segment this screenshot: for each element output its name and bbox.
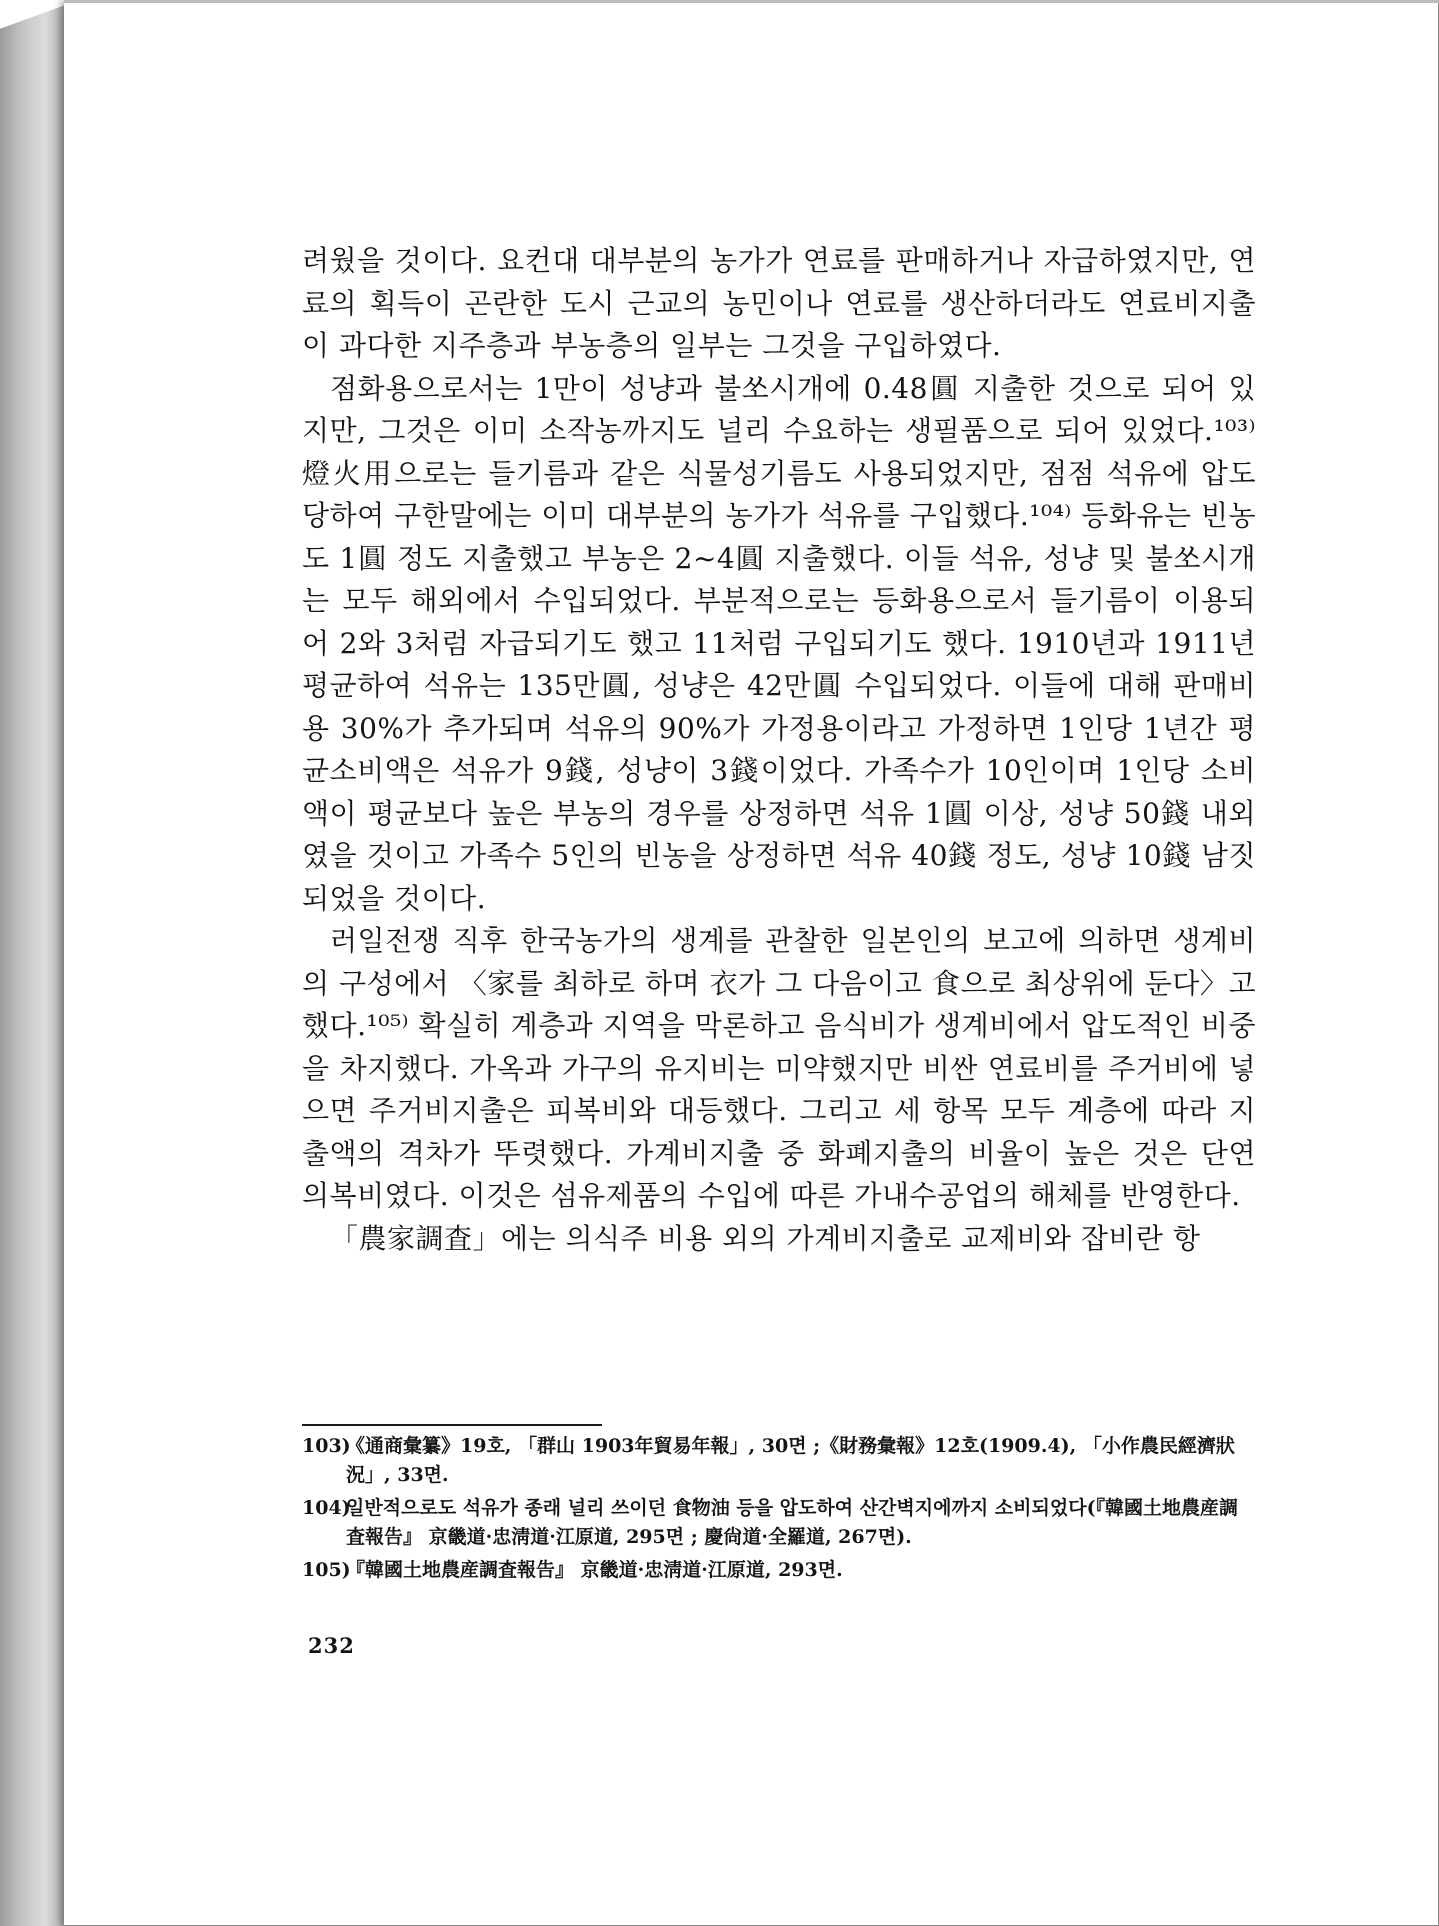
footnote-number: 103) bbox=[302, 1435, 351, 1457]
book-edge bbox=[0, 0, 64, 1926]
footnote-text: 『韓國土地農産調査報告』 京畿道·忠淸道·江原道, 293면. bbox=[346, 1559, 843, 1581]
paragraph-4: 「農家調査」에는 의식주 비용 외의 가계비지출로 교제비와 잡비란 항 bbox=[330, 1221, 1201, 1255]
book-edge-corner bbox=[0, 0, 64, 40]
footnote-divider bbox=[302, 1424, 602, 1426]
page-number: 232 bbox=[308, 1633, 355, 1658]
paragraph-1: 려웠을 것이다. 요컨대 대부분의 농가가 연료를 판매하거나 자급하였지만, 연료의 획득이 곤란한 도시 근교의 농민이나 연료를 생산하더라도 연료비지출이 과다한 지주층과 부농층의 일부는 그것을 구입하였다. bbox=[302, 244, 1256, 362]
body-text bbox=[302, 240, 1256, 1260]
footnote-text: 일반적으로도 석유가 종래 널리 쓰이던 食物油 등을 압도하여 산간벽지에까지 소비되었다(『韓國土地農産調査報告』 京畿道·忠淸道·江原道, 295면 ; 慶尙道·全羅道, 267면). bbox=[346, 1497, 1239, 1548]
footnote-104 bbox=[302, 1494, 1256, 1552]
footnote-103 bbox=[302, 1432, 1256, 1490]
footnote-text: 《通商彙纂》19호, 「群山 1903年貿易年報」, 30면 ;《財務彙報》12호(1909.4), 「小作農民經濟狀況」, 33면. bbox=[346, 1435, 1235, 1486]
page-top-edge bbox=[64, 0, 1439, 3]
footnotes bbox=[302, 1432, 1256, 1589]
footnote-105 bbox=[302, 1556, 1256, 1585]
paragraph-3: 러일전쟁 직후 한국농가의 생계를 관찰한 일본인의 보고에 의하면 생계비의 구성에서 〈家를 최하로 하며 衣가 그 다음이고 食으로 최상위에 둔다〉고 했다.¹⁰⁵⁾ 확실히 계층과 지역을 막론하고 음식비가 생계비에서 압도적인 비중을 차지했다. 가옥과 가구의 유지비는 미약했지만 비싼 연료비를 주거비에 넣으면 주거비지출은 피복비와 대등했다. 그리고 세 항목 모두 계층에 따라 지출액의 격차가 뚜렷했다. 가계비지출 중 화폐지출의 비율이 높은 것은 단연 의복비였다. 이것은 섬유제품의 수입에 따른 가내수공업의 해체를 반영한다. bbox=[302, 924, 1256, 1212]
paragraph-2: 점화용으로서는 1만이 성냥과 불쏘시개에 0.48圓 지출한 것으로 되어 있지만, 그것은 이미 소작농까지도 널리 수요하는 생필품으로 되어 있었다.¹⁰³⁾ 燈火用으로는 들기름과 같은 식물성기름도 사용되었지만, 점점 석유에 압도당하여 구한말에는 이미 대부분의 농가가 석유를 구입했다.¹⁰⁴⁾ 등화유는 빈농도 1圓 정도 지출했고 부농은 2~4圓 지출했다. 이들 석유, 성냥 및 불쏘시개는 모두 해외에서 수입되었다. 부분적으로는 등화용으로서 들기름이 이용되어 2와 3처럼 자급되기도 했고 11처럼 구입되기도 했다. 1910년과 1911년 평균하여 석유는 135만圓, 성냥은 42만圓 수입되었다. 이들에 대해 판매비용 30%가 추가되며 석유의 90%가 가정용이라고 가정하면 1인당 1년간 평균소비액은 석유가 9錢, 성냥이 3錢이었다. 가족수가 10인이며 1인당 소비액이 평균보다 높은 부농의 경우를 상정하면 석유 1圓 이상, 성냥 50錢 내외였을 것이고 가족수 5인의 빈농을 상정하면 석유 40錢 정도, 성냥 10錢 남짓 되었을 것이다. bbox=[302, 371, 1256, 915]
footnote-number: 104) bbox=[302, 1497, 351, 1519]
footnote-number: 105) bbox=[302, 1559, 351, 1581]
